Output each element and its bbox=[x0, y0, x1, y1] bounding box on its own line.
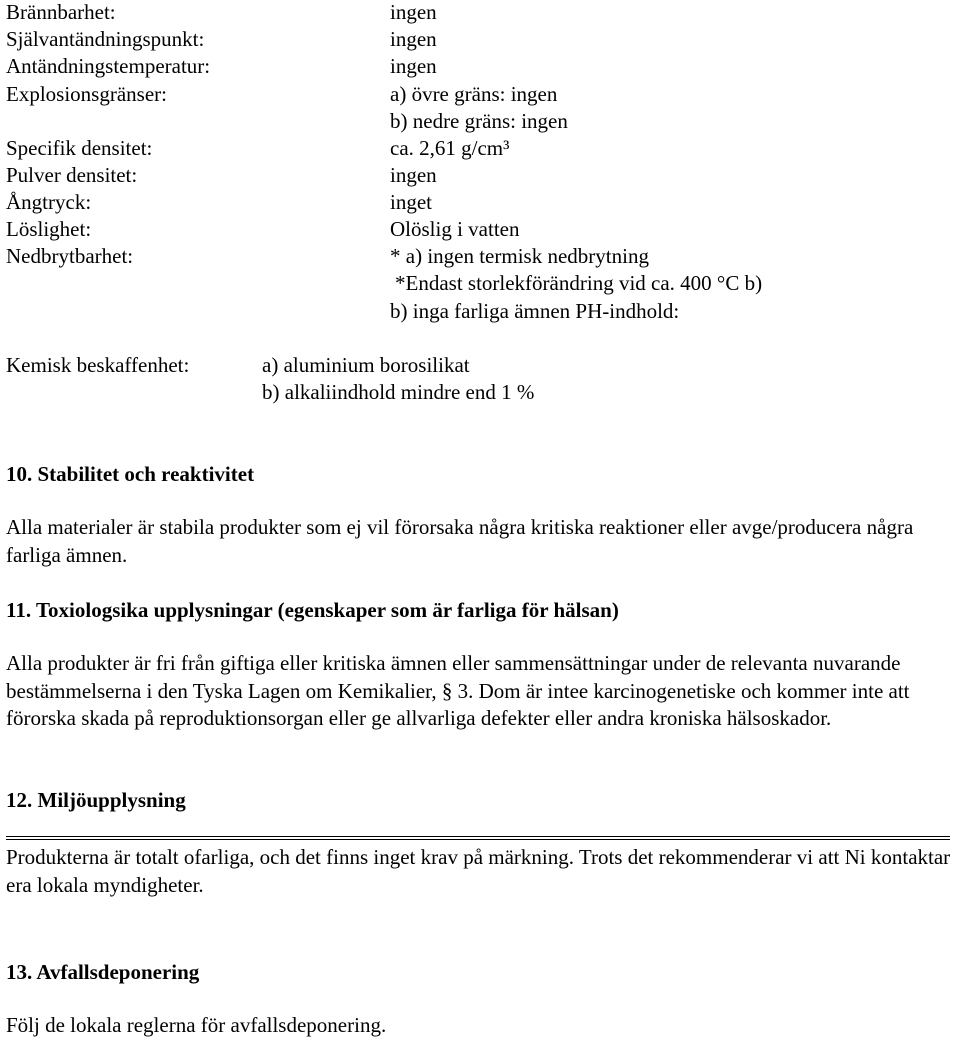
chemical-label: Kemisk beskaffenhet: bbox=[6, 353, 190, 377]
property-value: ingen bbox=[390, 163, 437, 187]
property-value: inget bbox=[390, 190, 432, 214]
property-label: Självantändningspunkt: bbox=[6, 27, 205, 51]
property-label: Antändningstemperatur: bbox=[6, 54, 211, 78]
property-label: Pulver densitet: bbox=[6, 163, 138, 187]
section-text: Produkterna är totalt ofarliga, och det finns inget krav på märkning. Trots det rekommenderar vi att Ni kontaktar era lokala myndigheter. bbox=[6, 845, 951, 897]
property-label: Nedbrytbarhet: bbox=[6, 244, 134, 268]
property-value: b) nedre gräns: ingen bbox=[390, 109, 568, 133]
property-value: *Endast storlekförändring vid ca. 400 °C b) bbox=[395, 271, 763, 295]
property-value: ca. 2,61 g/cm³ bbox=[390, 136, 510, 160]
section-heading: 11. Toxiologsika upplysningar (egenskaper som är farliga för hälsan) bbox=[6, 598, 619, 622]
property-value: a) övre gräns: ingen bbox=[390, 82, 558, 106]
section-heading: 13. Avfallsdeponering bbox=[6, 960, 200, 984]
property-value: * a) ingen termisk nedbrytning bbox=[390, 244, 649, 268]
section-divider bbox=[6, 836, 950, 840]
property-label: Brännbarhet: bbox=[6, 0, 116, 24]
section-heading: 12. Miljöupplysning bbox=[6, 788, 186, 812]
property-value: ingen bbox=[390, 27, 437, 51]
property-value: ingen bbox=[390, 54, 437, 78]
property-value: ingen bbox=[390, 0, 437, 24]
section-text: Alla produkter är fri från giftiga eller kritiska ämnen eller sammensättningar under de relevanta nuvarande bestämmelserna i den Tyska Lagen om Kemikalier, § 3. Dom är intee karcinogenetiske och kommer inte att förorska skada på reproduktionsorgan eller ge allvarliga defekter eller andra kroniska hälsoskador. bbox=[6, 651, 910, 730]
property-value: Olöslig i vatten bbox=[390, 217, 520, 241]
property-value: b) inga farliga ämnen PH-indhold: bbox=[390, 299, 680, 323]
property-label: Specifik densitet: bbox=[6, 136, 153, 160]
chemical-value: a) aluminium borosilikat bbox=[262, 353, 470, 377]
property-label: Löslighet: bbox=[6, 217, 92, 241]
section-text: Följ de lokala reglerna för avfallsdeponering. bbox=[6, 1013, 387, 1037]
section-heading: 10. Stabilitet och reaktivitet bbox=[6, 462, 255, 486]
section-text: Alla materialer är stabila produkter som ej vil förorsaka några kritiska reaktioner eller avge/producera några farliga ämnen. bbox=[6, 515, 914, 567]
chemical-value: b) alkaliindhold mindre end 1 % bbox=[262, 380, 535, 404]
property-label: Ångtryck: bbox=[6, 190, 92, 214]
property-label: Explosionsgränser: bbox=[6, 82, 167, 106]
